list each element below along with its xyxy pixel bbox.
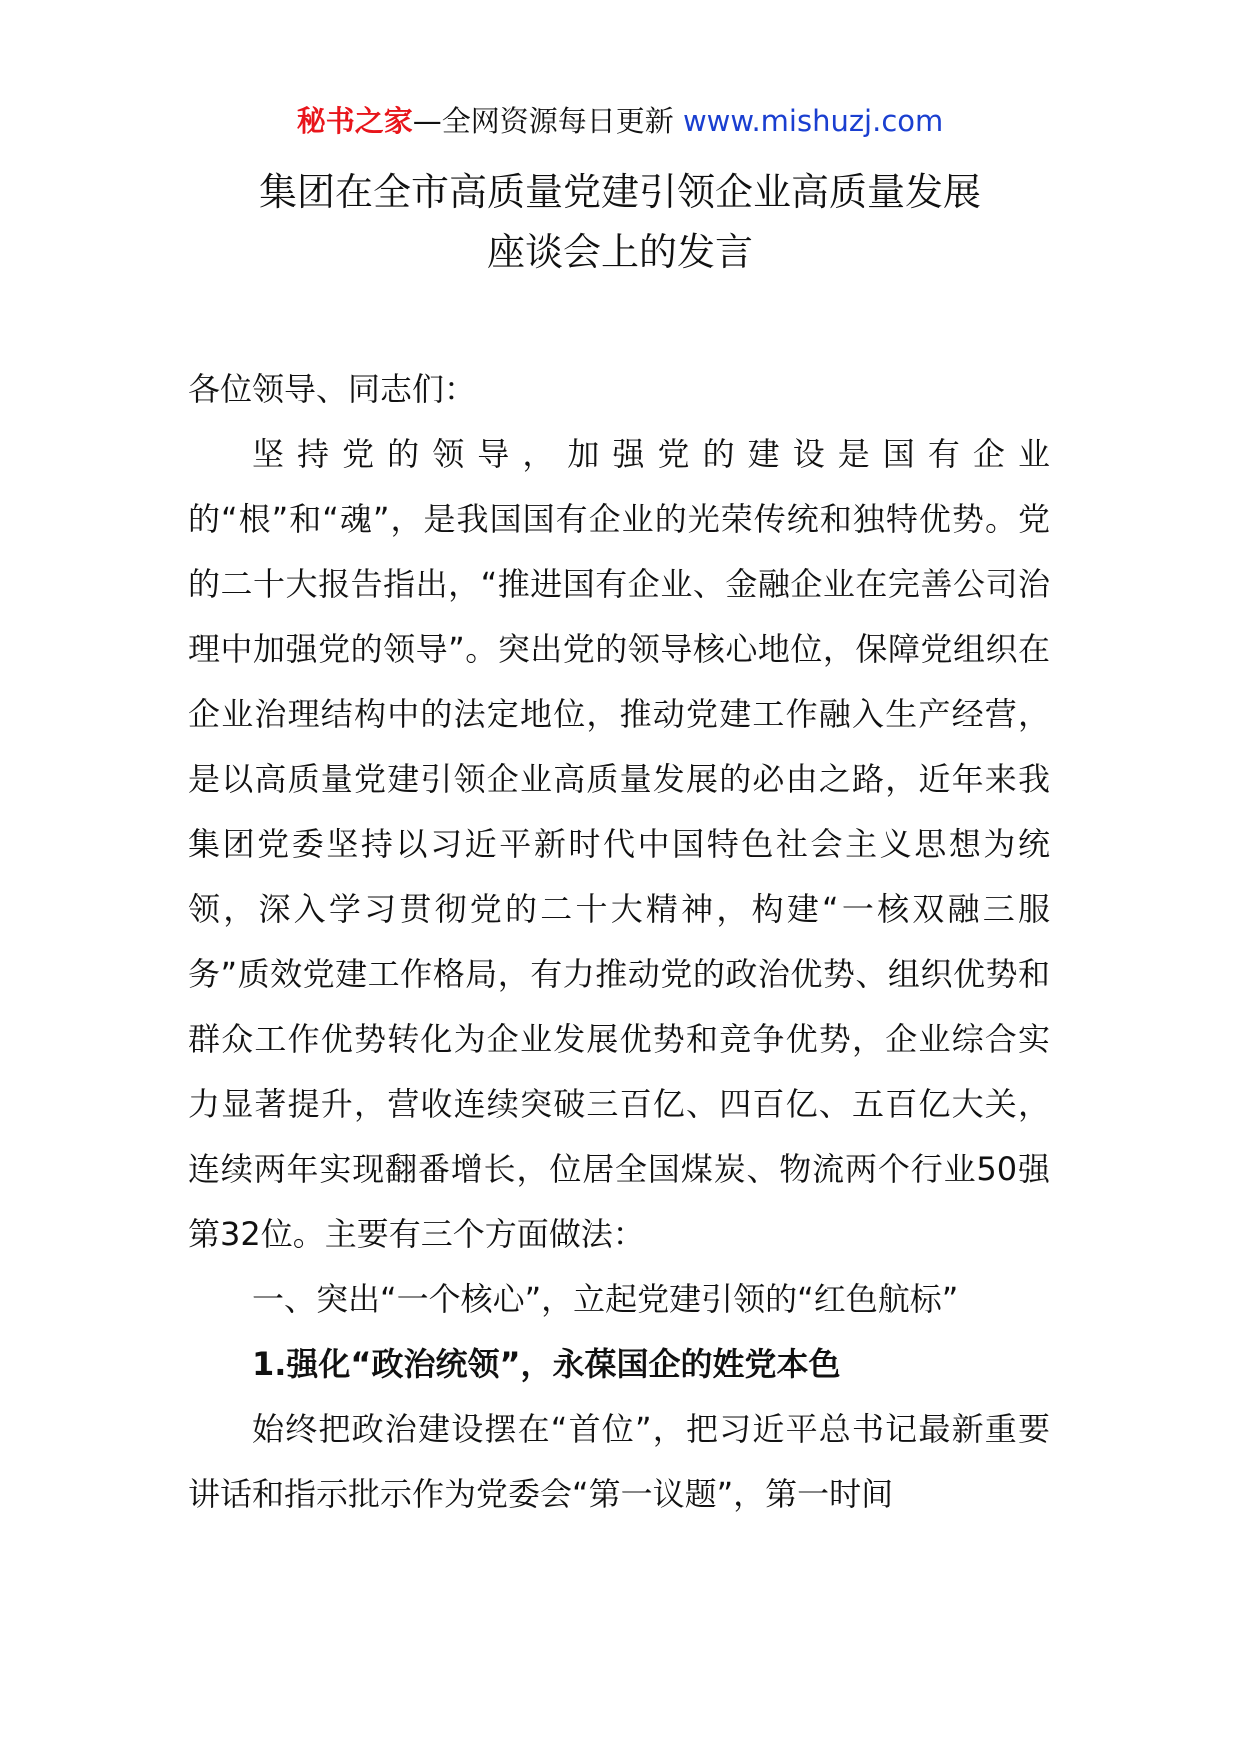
title-line-2: 座谈会上的发言	[486, 230, 753, 274]
salutation: 各位领导、同志们：	[188, 370, 477, 408]
intro-paragraph: 坚持党的领导，加强党的建设是国有企业的“根”和“魂”，是我国国有企业的光荣传统和独特优势。党的二十大报告指出，“推进国有企业、金融企业在完善公司治理中加强党的领导”。突出党的领导核心地位，保障党组织在企业治理结构中的法定地位，推动党建工作融入生产经营，是以高质量党建引领企业高质量发展的必由之路，近年来我集团党委坚持以习近平新时代中国特色社会主义思想为统领，深入学习贯彻党的二十大精神，构建“一核双融三服务”质效党建工作格局，有力推动党的政治优势、组织优势和群众工作优势转化为企业发展优势和竞争优势，企业综合实力显著提升，营收连续突破三百亿、四百亿、五百亿大关，连续两年实现翻番增长，位居全国煤炭、物流两个行业50强第32位。主要有三个方面做法：	[188, 435, 1050, 1253]
brand-name: 秘书之家	[296, 104, 413, 138]
document-body	[188, 357, 1050, 1527]
title-line-1: 集团在全市高质量党建引领企业高质量发展	[258, 170, 981, 214]
body-paragraph-2: 始终把政治建设摆在“首位”，把习近平总书记最新重要讲话和指示批示作为党委会“第一议题”，第一时间	[188, 1410, 1050, 1513]
document-title	[0, 162, 1240, 282]
site-url-link[interactable]: www.mishuzj.com	[682, 104, 944, 138]
subsection-heading-1: 1.强化“政治统领”，永葆国企的姓党本色	[252, 1345, 841, 1383]
section-heading-1: 一、突出“一个核心”，立起党建引领的“红色航标”	[252, 1280, 959, 1318]
header-tagline: —全网资源每日更新	[412, 104, 674, 138]
site-header	[0, 101, 1240, 141]
